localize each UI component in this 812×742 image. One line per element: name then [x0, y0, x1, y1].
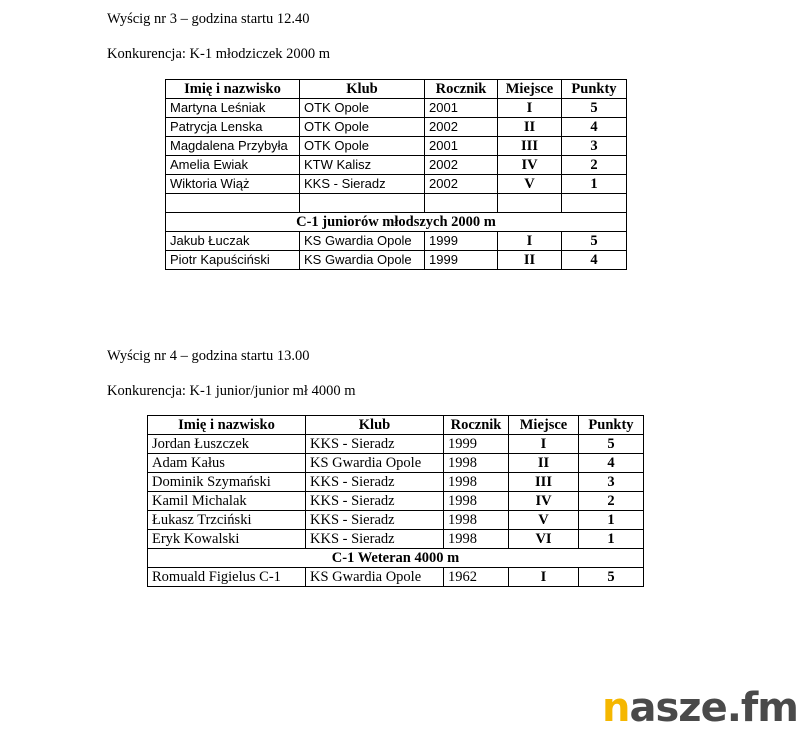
cell-name: Adam Kałus — [148, 454, 306, 473]
cell-year: 1999 — [425, 251, 498, 270]
cell-club: KKS - Sieradz — [306, 473, 444, 492]
column-header-year: Rocznik — [444, 416, 509, 435]
cell-points: 1 — [579, 530, 644, 549]
cell-points: 2 — [562, 156, 627, 175]
cell-year: 1999 — [425, 232, 498, 251]
cell-place: II — [498, 118, 562, 137]
table-header-row — [148, 416, 644, 435]
table-row — [148, 435, 644, 454]
race4-results-table — [147, 415, 644, 587]
cell-name: Magdalena Przybyła — [166, 137, 300, 156]
table-row — [148, 511, 644, 530]
cell-place: I — [509, 568, 579, 587]
cell-place: VI — [509, 530, 579, 549]
cell-club: KKS - Sieradz — [306, 511, 444, 530]
cell-name: Łukasz Trzciński — [148, 511, 306, 530]
column-header-name: Imię i nazwisko — [166, 80, 300, 99]
cell-points: 5 — [562, 232, 627, 251]
cell-club: KS Gwardia Opole — [306, 568, 444, 587]
empty-cell — [562, 194, 627, 213]
cell-year: 2001 — [425, 137, 498, 156]
table-row — [148, 454, 644, 473]
cell-points: 4 — [562, 251, 627, 270]
column-header-club: Klub — [306, 416, 444, 435]
cell-club: KTW Kalisz — [300, 156, 425, 175]
cell-name: Jakub Łuczak — [166, 232, 300, 251]
cell-place: I — [509, 435, 579, 454]
table-row — [166, 156, 627, 175]
column-header-place: Miejsce — [498, 80, 562, 99]
cell-points: 1 — [579, 511, 644, 530]
cell-place: V — [509, 511, 579, 530]
cell-place: V — [498, 175, 562, 194]
section-title: C-1 juniorów młodszych 2000 m — [166, 213, 627, 232]
cell-points: 2 — [579, 492, 644, 511]
race4-heading: Wyścig nr 4 – godzina startu 13.00 — [107, 348, 310, 364]
table-row — [166, 232, 627, 251]
cell-name: Eryk Kowalski — [148, 530, 306, 549]
column-header-points: Punkty — [579, 416, 644, 435]
cell-year: 2002 — [425, 175, 498, 194]
cell-points: 5 — [562, 99, 627, 118]
cell-year: 2002 — [425, 156, 498, 175]
cell-place: IV — [498, 156, 562, 175]
logo-first-letter: n — [602, 685, 630, 731]
race3-heading: Wyścig nr 3 – godzina startu 12.40 — [107, 11, 310, 27]
table-header-row — [166, 80, 627, 99]
logo-rest: asze.fm — [629, 685, 798, 731]
cell-club: OTK Opole — [300, 99, 425, 118]
section-row — [166, 213, 627, 232]
table-row — [166, 137, 627, 156]
column-header-club: Klub — [300, 80, 425, 99]
cell-name: Romuald Figielus C-1 — [148, 568, 306, 587]
table-row — [148, 492, 644, 511]
cell-points: 3 — [562, 137, 627, 156]
cell-points: 1 — [562, 175, 627, 194]
cell-year: 2001 — [425, 99, 498, 118]
cell-club: OTK Opole — [300, 137, 425, 156]
table-row — [166, 251, 627, 270]
table-row — [148, 530, 644, 549]
cell-name: Wiktoria Wiąż — [166, 175, 300, 194]
cell-place: IV — [509, 492, 579, 511]
cell-club: KS Gwardia Opole — [300, 232, 425, 251]
cell-year: 1998 — [444, 511, 509, 530]
cell-place: III — [498, 137, 562, 156]
section-row — [148, 549, 644, 568]
cell-year: 1999 — [444, 435, 509, 454]
cell-place: III — [509, 473, 579, 492]
cell-club: KKS - Sieradz — [300, 175, 425, 194]
cell-club: KS Gwardia Opole — [300, 251, 425, 270]
race3-competition: Konkurencja: K-1 młodziczek 2000 m — [107, 46, 331, 62]
cell-place: II — [498, 251, 562, 270]
cell-points: 5 — [579, 568, 644, 587]
cell-points: 4 — [579, 454, 644, 473]
cell-name: Dominik Szymański — [148, 473, 306, 492]
column-header-year: Rocznik — [425, 80, 498, 99]
table-row — [166, 118, 627, 137]
table-row — [148, 568, 644, 587]
column-header-points: Punkty — [562, 80, 627, 99]
cell-name: Piotr Kapuściński — [166, 251, 300, 270]
cell-year: 2002 — [425, 118, 498, 137]
empty-row — [166, 194, 627, 213]
cell-year: 1962 — [444, 568, 509, 587]
cell-name: Kamil Michalak — [148, 492, 306, 511]
table-row — [166, 99, 627, 118]
cell-name: Jordan Łuszczek — [148, 435, 306, 454]
table-row — [148, 473, 644, 492]
column-header-place: Miejsce — [509, 416, 579, 435]
cell-place: II — [509, 454, 579, 473]
cell-club: KKS - Sieradz — [306, 530, 444, 549]
empty-cell — [425, 194, 498, 213]
race4-competition: Konkurencja: K-1 junior/junior mł 4000 m — [107, 383, 356, 399]
empty-cell — [300, 194, 425, 213]
empty-cell — [166, 194, 300, 213]
cell-place: I — [498, 99, 562, 118]
cell-year: 1998 — [444, 530, 509, 549]
cell-year: 1998 — [444, 454, 509, 473]
cell-club: OTK Opole — [300, 118, 425, 137]
empty-cell — [498, 194, 562, 213]
column-header-name: Imię i nazwisko — [148, 416, 306, 435]
table-row — [166, 175, 627, 194]
cell-place: I — [498, 232, 562, 251]
cell-year: 1998 — [444, 473, 509, 492]
cell-points: 3 — [579, 473, 644, 492]
cell-club: KKS - Sieradz — [306, 492, 444, 511]
cell-points: 5 — [579, 435, 644, 454]
cell-name: Amelia Ewiak — [166, 156, 300, 175]
cell-name: Martyna Leśniak — [166, 99, 300, 118]
cell-year: 1998 — [444, 492, 509, 511]
cell-club: KS Gwardia Opole — [306, 454, 444, 473]
nasze-fm-logo — [602, 684, 798, 732]
cell-points: 4 — [562, 118, 627, 137]
section-title: C-1 Weteran 4000 m — [148, 549, 644, 568]
cell-club: KKS - Sieradz — [306, 435, 444, 454]
cell-name: Patrycja Lenska — [166, 118, 300, 137]
race3-results-table — [165, 79, 627, 270]
